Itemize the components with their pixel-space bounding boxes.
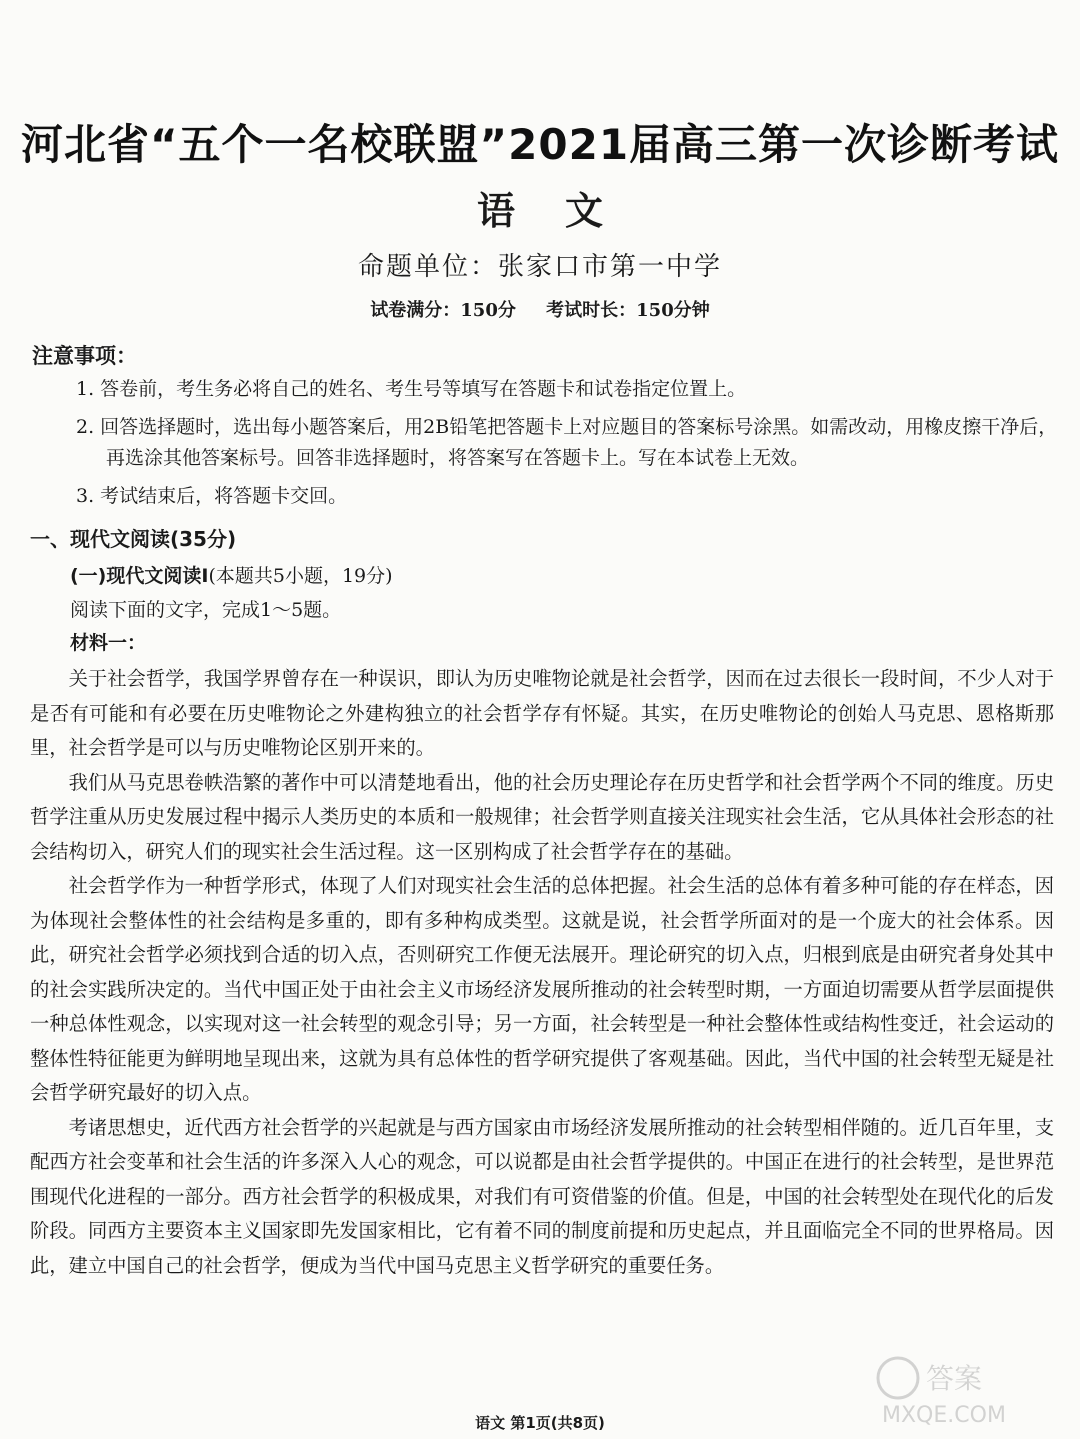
subject-title: 语文	[476, 189, 653, 233]
passage-paragraph: 社会哲学作为一种哲学形式，体现了人们对现实社会生活的总体把握。社会生活的总体有着多种可能的存在样态，因为体现社会整体性的社会结构是多重的，即有多种构成类型。这就是说，社会哲学所面对的是一个庞大的社会体系。因此，研究社会哲学必须找到合适的切入点，否则研究工作便无法展开。理论研究的切入点，归根到底是由研究者身处其中的社会实践所决定的。当代中国正处于由社会主义市场经济发展所推动的社会转型时期，一方面迫切需要从哲学层面提供一种总体性观念，以实现对这一社会转型的观念引导；另一方面，社会转型是一种社会整体性或结构性变迁，社会运动的整体性特征能更为鲜明地呈现出来，这就为具有总体性的哲学研究提供了客观基础。因此，当代中国的社会转型无疑是社会哲学研究最好的切入点。	[30, 874, 1054, 1104]
notice-heading: 注意事项：	[32, 344, 137, 368]
passage	[30, 662, 1054, 1283]
notice-list	[76, 374, 1060, 512]
author-unit: 命题单位：张家口市第一中学	[357, 252, 722, 282]
section-heading: 一、现代文阅读(35分)	[30, 527, 237, 551]
watermark-text: 答案	[926, 1362, 983, 1395]
page-footer: 语文 第1页(共8页)	[475, 1414, 605, 1432]
notice-item: 1. 答卷前，考生务必将自己的姓名、考生号等填写在答题卡和试卷指定位置上。	[76, 378, 747, 400]
subsection-note: (本题共5小题，19分)	[208, 565, 393, 587]
subsection-label: (一)现代文阅读Ⅰ	[70, 565, 209, 587]
notice-item: 2. 回答选择题时，选出每小题答案后，用2B铅笔把答题卡上对应题目的答案标号涂黑。如需改动，用橡皮擦干净后，再选涂其他答案标号。回答非选择题时，将答案写在答题卡上。写在本试卷上无效。	[76, 416, 1058, 469]
material-label: 材料一：	[70, 632, 147, 654]
duration: 考试时长：150分钟	[546, 300, 710, 321]
reading-instruction: 阅读下面的文字，完成1～5题。	[70, 599, 342, 621]
exam-title: 河北省“五个一名校联盟”2021届高三第一次诊断考试	[20, 120, 1060, 169]
subsection-heading	[70, 561, 393, 588]
passage-paragraph: 关于社会哲学，我国学界曾存在一种误识，即认为历史唯物论就是社会哲学，因而在过去很长一段时间，不少人对于是否有可能和有必要在历史唯物论之外建构独立的社会哲学存有怀疑。其实，在历史唯物论的创始人马克思、恩格斯那里，社会哲学是可以与历史唯物论区别开来的。	[30, 667, 1054, 759]
passage-paragraph: 考诸思想史，近代西方社会哲学的兴起就是与西方国家由市场经济发展所推动的社会转型相伴随的。近几百年里，支配西方社会变革和社会生活的许多深入人心的观念，可以说都是由社会哲学提供的。中国正在进行的社会转型，是世界范围现代化进程的一部分。西方社会哲学的积极成果，对我们有可资借鉴的价值。但是，中国的社会转型处在现代化的后发阶段。同西方主要资本主义国家即先发国家相比，它有着不同的制度前提和历史起点，并且面临完全不同的世界格局。因此，建立中国自己的社会哲学，便成为当代中国马克思主义哲学研究的重要任务。	[30, 1115, 1054, 1277]
passage-paragraph: 我们从马克思卷帙浩繁的著作中可以清楚地看出，他的社会历史理论存在历史哲学和社会哲学两个不同的维度。历史哲学注重从历史发展过程中揭示人类历史的本质和一般规律；社会哲学则直接关注现实社会生活，它从具体社会形态的社会结构切入，研究人们的现实社会生活过程。这一区别构成了社会哲学存在的基础。	[30, 770, 1054, 863]
watermark-logo	[872, 1348, 1062, 1428]
watermark-url: MXQE.COM	[882, 1403, 1006, 1428]
full-score: 试卷满分：150分	[370, 300, 516, 321]
exam-meta	[0, 296, 1080, 322]
notice-item: 3. 考试结束后，将答题卡交回。	[76, 485, 348, 507]
